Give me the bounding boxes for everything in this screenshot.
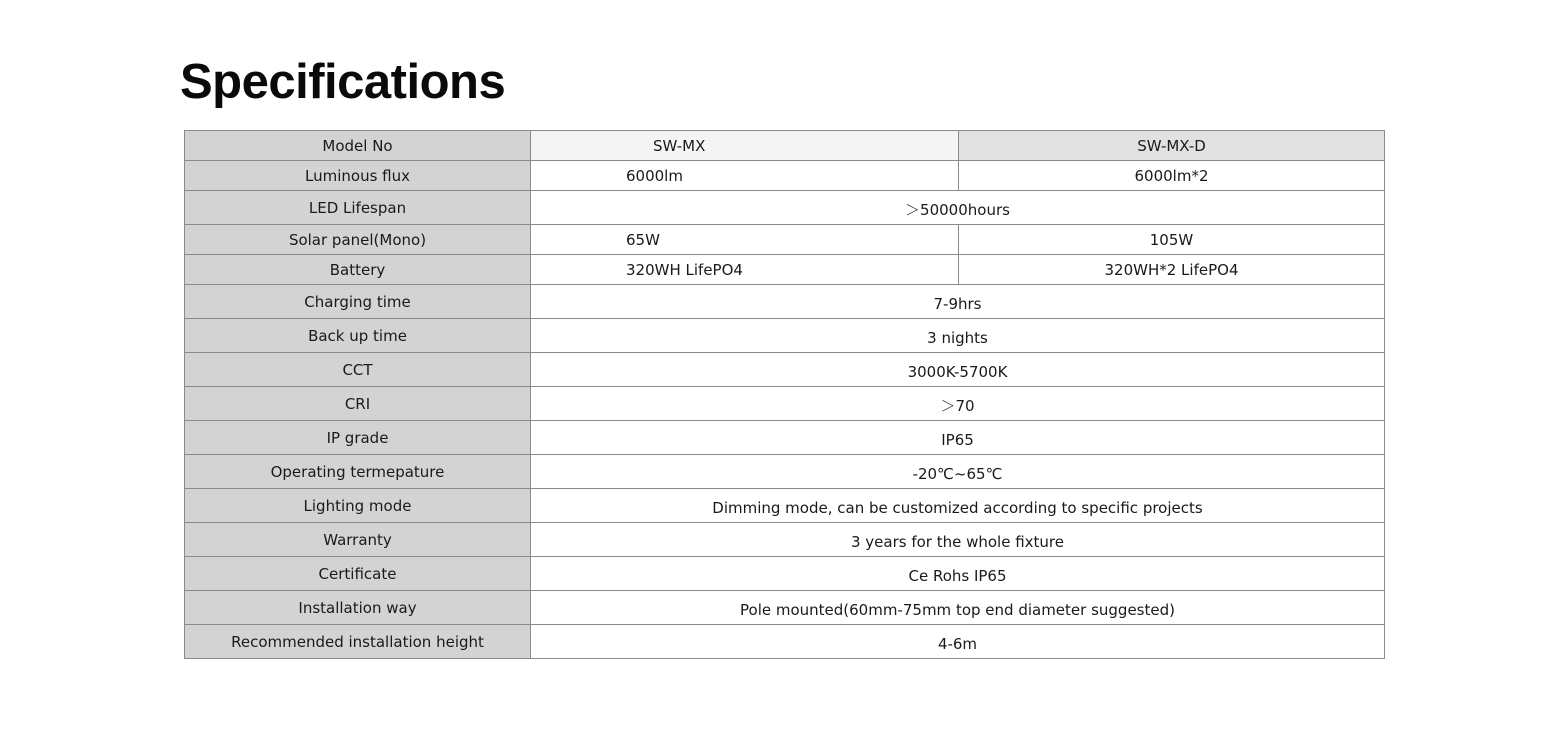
table-row: [185, 455, 1385, 489]
row-value-sw-mx: 320WH LifePO4: [531, 255, 959, 285]
row-label: Back up time: [185, 319, 531, 353]
row-label: CCT: [185, 353, 531, 387]
row-value: Pole mounted(60mm-75mm top end diameter suggested): [531, 591, 1385, 625]
row-label: Lighting mode: [185, 489, 531, 523]
row-value: IP65: [531, 421, 1385, 455]
row-label: Certificate: [185, 557, 531, 591]
page-title: Specifications: [180, 55, 506, 109]
model-sw-mx-d: SW-MX-D: [959, 131, 1385, 161]
row-value: 3000K-5700K: [531, 353, 1385, 387]
row-value: 3 nights: [531, 319, 1385, 353]
row-value-sw-mx-d: 320WH*2 LifePO4: [959, 255, 1385, 285]
row-value: 4-6m: [531, 625, 1385, 659]
row-value-sw-mx-d: 6000lm*2: [959, 161, 1385, 191]
row-label: Installation way: [185, 591, 531, 625]
row-value: ＞70: [531, 387, 1385, 421]
row-label: Recommended installation height: [185, 625, 531, 659]
row-value-sw-mx-d: 105W: [959, 225, 1385, 255]
table-row: [185, 489, 1385, 523]
table-row: [185, 625, 1385, 659]
table-row: [185, 557, 1385, 591]
specifications-table: [184, 130, 1385, 659]
table-header-row: [185, 131, 1385, 161]
table-row: [185, 591, 1385, 625]
row-label: Charging time: [185, 285, 531, 319]
row-label: Solar panel(Mono): [185, 225, 531, 255]
row-label: CRI: [185, 387, 531, 421]
row-label: Luminous flux: [185, 161, 531, 191]
table-row: [185, 191, 1385, 225]
row-label: IP grade: [185, 421, 531, 455]
table-row: [185, 161, 1385, 191]
table-row: [185, 523, 1385, 557]
row-label: Warranty: [185, 523, 531, 557]
row-value: ＞50000hours: [531, 191, 1385, 225]
table-row: [185, 387, 1385, 421]
row-label: Operating termepature: [185, 455, 531, 489]
row-value: -20℃~65℃: [531, 455, 1385, 489]
row-label-model-no: Model No: [185, 131, 531, 161]
row-value: Dimming mode, can be customized according to specific projects: [531, 489, 1385, 523]
row-label: LED Lifespan: [185, 191, 531, 225]
table-row: [185, 353, 1385, 387]
table-row: [185, 285, 1385, 319]
row-value: Ce Rohs IP65: [531, 557, 1385, 591]
table-row: [185, 255, 1385, 285]
row-value: 7-9hrs: [531, 285, 1385, 319]
row-value: 3 years for the whole fixture: [531, 523, 1385, 557]
row-value-sw-mx: 6000lm: [531, 161, 959, 191]
table-row: [185, 319, 1385, 353]
model-sw-mx: SW-MX: [531, 131, 959, 161]
row-value-sw-mx: 65W: [531, 225, 959, 255]
table-row: [185, 421, 1385, 455]
table-row: [185, 225, 1385, 255]
row-label: Battery: [185, 255, 531, 285]
